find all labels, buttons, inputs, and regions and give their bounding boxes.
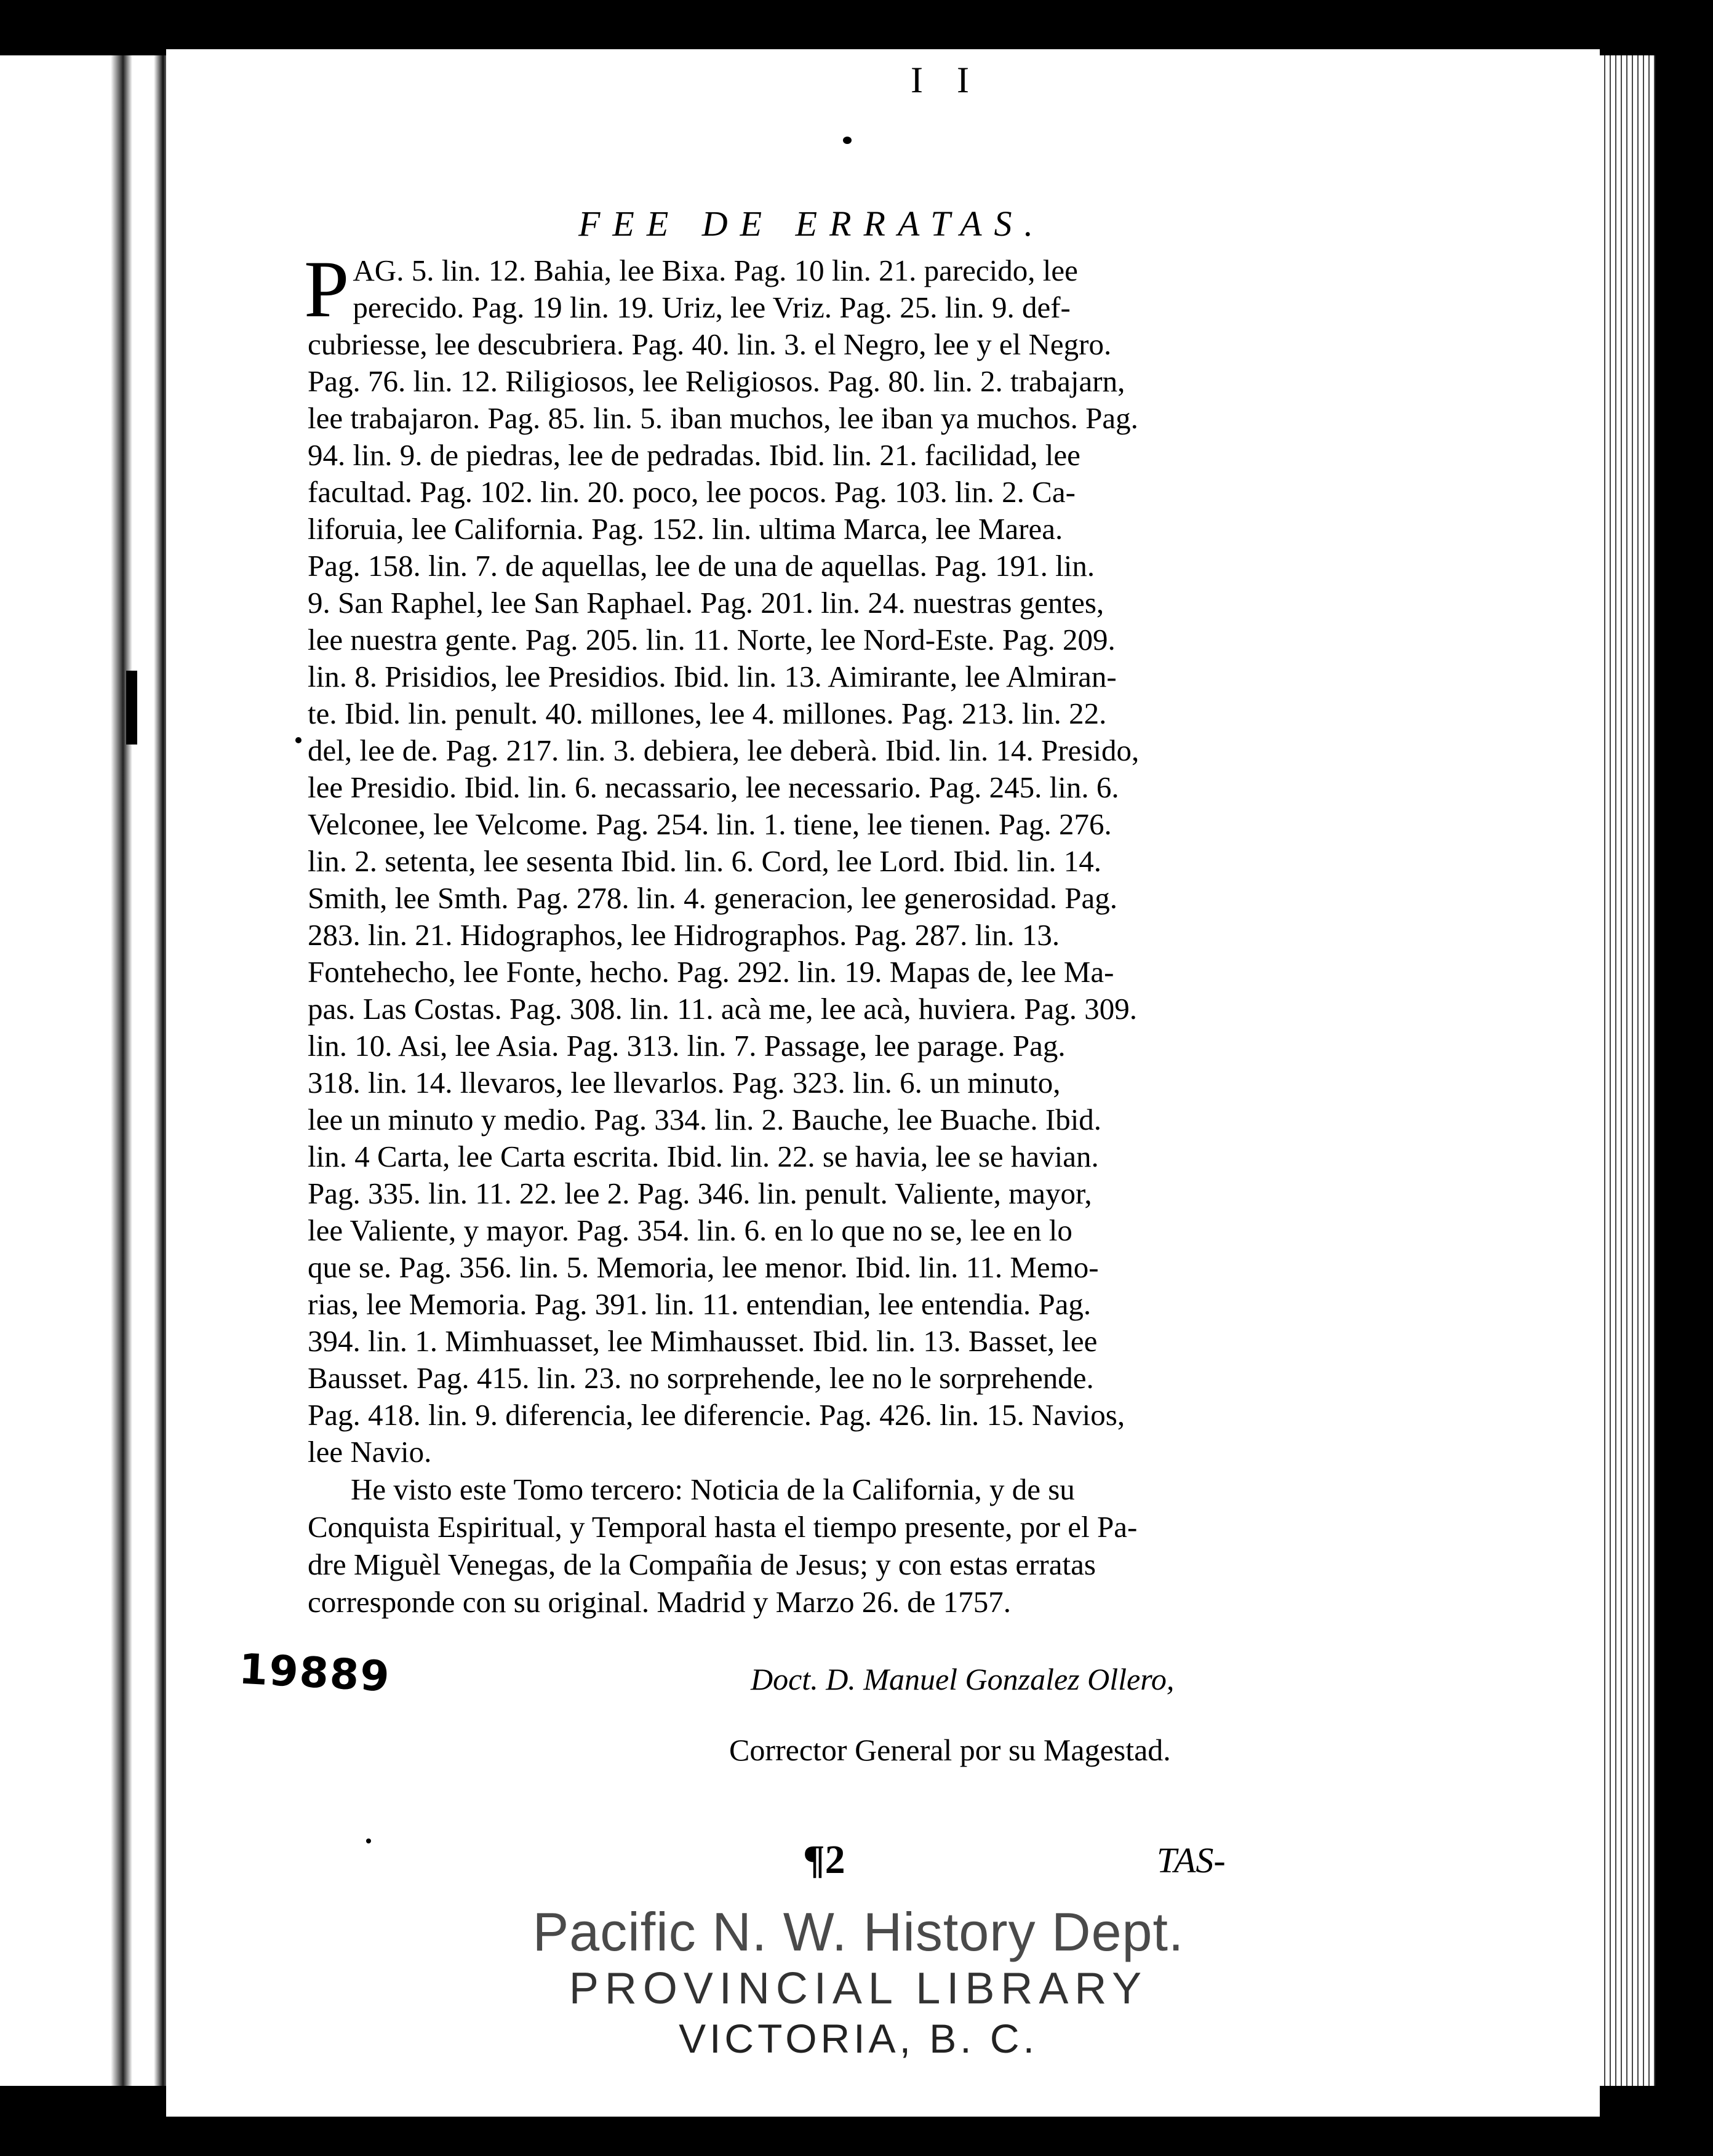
ink-speck bbox=[295, 737, 301, 743]
errata-heading: FEE DE ERRATAS. bbox=[578, 204, 1046, 244]
errata-line: lin. 10. Asi, lee Asia. Pag. 313. lin. 7. Passage, lee parage. Pag. bbox=[308, 1029, 1066, 1063]
approval-line: corresponde con su original. Madrid y Marzo 26. de 1757. bbox=[308, 1585, 1012, 1619]
errata-line: que se. Pag. 356. lin. 5. Memoria, lee menor. Ibid. lin. 11. Memo- bbox=[308, 1250, 1099, 1284]
book-spine bbox=[0, 55, 178, 2086]
errata-line: lin. 8. Prisidios, lee Presidios. Ibid. lin. 13. Aimirante, lee Almiran- bbox=[308, 660, 1117, 693]
errata-line: del, lee de. Pag. 217. lin. 3. debiera, lee deberà. Ibid. lin. 14. Presido, bbox=[308, 733, 1140, 767]
errata-line: liforuia, lee California. Pag. 152. lin. ultima Marca, lee Marea. bbox=[308, 512, 1063, 546]
stamp-line-department: Pacific N. W. History Dept. bbox=[532, 1901, 1184, 1962]
approval-line: Conquista Espiritual, y Temporal hasta el tiempo presente, por el Pa- bbox=[308, 1510, 1138, 1544]
library-stamp bbox=[505, 1901, 1212, 2062]
ink-speck bbox=[366, 1839, 371, 1843]
errata-line: 283. lin. 21. Hidographos, lee Hidrographos. Pag. 287. lin. 13. bbox=[308, 918, 1060, 952]
errata-line: Pag. 76. lin. 12. Riligiosos, lee Religiosos. Pag. 80. lin. 2. trabajarn, bbox=[308, 364, 1125, 398]
corrector-title: Corrector General por su Magestad. bbox=[729, 1733, 1171, 1767]
errata-line: perecido. Pag. 19 lin. 19. Uriz, lee Vriz. Pag. 25. lin. 9. def- bbox=[353, 290, 1071, 324]
errata-line: lee nuestra gente. Pag. 205. lin. 11. Norte, lee Nord-Este. Pag. 209. bbox=[308, 623, 1116, 657]
errata-line: Bausset. Pag. 415. lin. 23. no sorprehende, lee no le sorprehende. bbox=[308, 1361, 1094, 1395]
binding-mark bbox=[126, 671, 137, 745]
approval-line: He visto este Tomo tercero: Noticia de la California, y de su bbox=[351, 1472, 1075, 1506]
errata-line: AG. 5. lin. 12. Bahia, lee Bixa. Pag. 10 lin. 21. parecido, lee bbox=[353, 254, 1078, 287]
errata-list bbox=[304, 244, 1292, 1471]
stamp-line-library: PROVINCIAL LIBRARY bbox=[569, 1964, 1148, 2013]
gathering-signature-mark: ¶2 bbox=[803, 1837, 845, 1882]
errata-line: lee un minuto y medio. Pag. 334. lin. 2. Bauche, lee Buache. Ibid. bbox=[308, 1103, 1102, 1136]
errata-line: cubriesse, lee descubriera. Pag. 40. lin. 3. el Negro, lee y el Negro. bbox=[308, 327, 1112, 361]
errata-line: pas. Las Costas. Pag. 308. lin. 11. acà me, lee acà, huviera. Pag. 309. bbox=[308, 992, 1138, 1026]
folio-number: I I bbox=[911, 60, 981, 100]
errata-line: 318. lin. 14. llevaros, lee llevarlos. Pag. 323. lin. 6. un minuto, bbox=[308, 1066, 1061, 1100]
errata-line: te. Ibid. lin. penult. 40. millones, lee 4. millones. Pag. 213. lin. 22. bbox=[308, 697, 1107, 730]
errata-line: rias, lee Memoria. Pag. 391. lin. 11. entendian, lee entendia. Pag. bbox=[308, 1287, 1092, 1321]
errata-line: lee trabajaron. Pag. 85. lin. 5. iban muchos, lee iban ya muchos. Pag. bbox=[308, 401, 1138, 435]
corrector-signature: Doct. D. Manuel Gonzalez Ollero, bbox=[751, 1662, 1175, 1696]
drop-cap: P bbox=[304, 244, 349, 334]
errata-line: Pag. 335. lin. 11. 22. lee 2. Pag. 346. lin. penult. Valiente, mayor, bbox=[308, 1176, 1092, 1210]
approval-paragraph bbox=[308, 1471, 1292, 1621]
errata-line: Pag. 418. lin. 9. diferencia, lee diferencie. Pag. 426. lin. 15. Navios, bbox=[308, 1398, 1125, 1432]
errata-line: Smith, lee Smth. Pag. 278. lin. 4. generacion, lee generosidad. Pag. bbox=[308, 881, 1117, 915]
errata-line: lee Navio. bbox=[308, 1435, 432, 1469]
errata-line: lee Presidio. Ibid. lin. 6. necassario, lee necessario. Pag. 245. lin. 6. bbox=[308, 770, 1119, 804]
catchword: TAS- bbox=[1157, 1840, 1226, 1880]
errata-line: 94. lin. 9. de piedras, lee de pedradas. Ibid. lin. 21. facilidad, lee bbox=[308, 438, 1080, 472]
stamp-line-city: VICTORIA, B. C. bbox=[679, 2016, 1038, 2061]
errata-line: Fontehecho, lee Fonte, hecho. Pag. 292. lin. 19. Mapas de, lee Ma- bbox=[308, 955, 1114, 989]
errata-line: Pag. 158. lin. 7. de aquellas, lee de una de aquellas. Pag. 191. lin. bbox=[308, 549, 1095, 583]
errata-line: Velconee, lee Velcome. Pag. 254. lin. 1. tiene, lee tienen. Pag. 276. bbox=[308, 807, 1112, 841]
errata-line: 394. lin. 1. Mimhuasset, lee Mimhausset. Ibid. lin. 13. Basset, lee bbox=[308, 1324, 1098, 1358]
errata-line: 9. San Raphel, lee San Raphael. Pag. 201. lin. 24. nuestras gentes, bbox=[308, 586, 1104, 620]
errata-line: facultad. Pag. 102. lin. 20. poco, lee pocos. Pag. 103. lin. 2. Ca- bbox=[308, 475, 1076, 509]
approval-line: dre Miguèl Venegas, de la Compañia de Jesus; y con estas erratas bbox=[308, 1547, 1096, 1581]
errata-line: lee Valiente, y mayor. Pag. 354. lin. 6. en lo que no se, lee en lo bbox=[308, 1213, 1072, 1247]
ink-speck bbox=[843, 137, 852, 144]
errata-line: lin. 4 Carta, lee Carta escrita. Ibid. lin. 22. se havia, lee se havian. bbox=[308, 1140, 1099, 1173]
errata-line: lin. 2. setenta, lee sesenta Ibid. lin. 6. Cord, lee Lord. Ibid. lin. 14. bbox=[308, 844, 1102, 878]
accession-number: 19889 bbox=[238, 1645, 392, 1702]
page-edges bbox=[1600, 55, 1655, 2086]
